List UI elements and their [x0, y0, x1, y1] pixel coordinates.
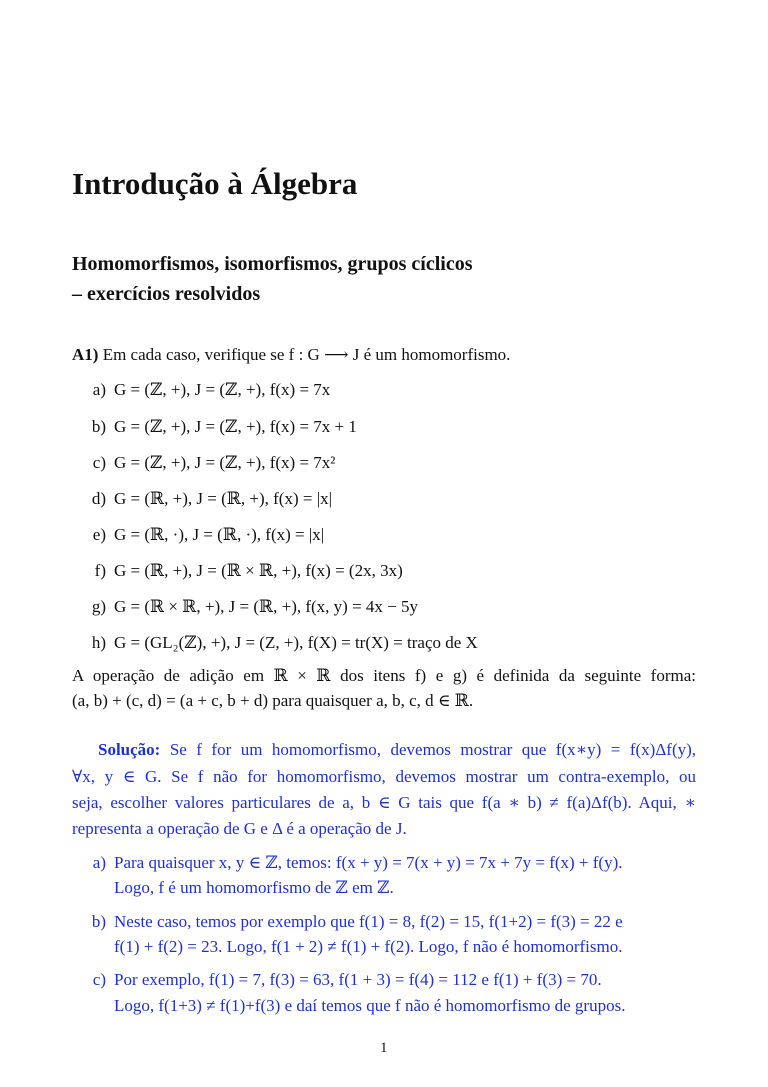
solution-item-b-line2: f(1) + f(2) = 23. Logo, f(1 + 2) ≠ f(1) + f(2). Logo, f não é homomorfismo.: [114, 937, 623, 956]
note-line-2: (a, b) + (c, d) = (a + c, b + d) para quaisquer a, b, c, d ∈ ℝ.: [72, 691, 474, 710]
exercise-item-b: [72, 417, 357, 437]
item-label: g): [91, 597, 106, 616]
item-label: d): [91, 489, 106, 508]
item-text-line1: Por exemplo, f(1) = 7, f(3) = 63, f(1 + 3) = f(4) = 112 e f(1) + f(3) = 70.: [114, 970, 602, 989]
item-text-line1: Para quaisquer x, y ∈ ℤ, temos: f(x + y) = 7(x + y) = 7x + 7y = f(x) + f(y).: [114, 853, 623, 872]
item-text-line1: Neste caso, temos por exemplo que f(1) = 8, f(2) = 15, f(1+2) = f(3) = 22 e: [114, 912, 623, 931]
item-text: G = (ℤ, +), J = (ℤ, +), f(x) = 7x + 1: [114, 417, 357, 436]
item-label: b): [91, 912, 106, 931]
solution-label: Solução:: [98, 740, 161, 759]
exercise-item-c: [72, 453, 335, 473]
section-subtitle-line2: – exercícios resolvidos: [72, 283, 261, 305]
item-text: G = (ℝ, ·), J = (ℝ, ·), f(x) = |x|: [114, 525, 325, 544]
exercise-item-f: [72, 561, 403, 581]
item-label: f): [94, 561, 106, 580]
solution-item-a: [72, 853, 623, 873]
exercise-item-e: [72, 525, 324, 545]
item-text: G = (ℝ × ℝ, +), J = (ℝ, +), f(x, y) = 4x − 5y: [114, 597, 419, 616]
exercise-item-h: [72, 633, 478, 653]
exercise-item-d: [72, 489, 332, 509]
item-label: a): [92, 380, 106, 399]
page-number: 1: [380, 1040, 388, 1056]
item-label: c): [92, 453, 106, 472]
solution-line-3: seja, escolher valores particulares de a, b ∈ G tais que f(a ∗ b) ≠ f(a)Δf(b). Aqui, ∗: [72, 793, 696, 812]
section-subtitle-line1: Homomorfismos, isomorfismos, grupos cíclicos: [72, 253, 473, 275]
item-text: G = (ℝ, +), J = (ℝ × ℝ, +), f(x) = (2x, 3x): [114, 561, 403, 580]
item-label: a): [92, 853, 106, 872]
solution-item-c: [72, 970, 602, 990]
page-title: Introdução à Álgebra: [72, 166, 358, 201]
solution-item-c-line2: Logo, f(1+3) ≠ f(1)+f(3) e daí temos que f não é homomorfismo de grupos.: [114, 996, 626, 1015]
item-text: G = (ℝ, +), J = (ℝ, +), f(x) = |x|: [114, 489, 333, 508]
item-label: e): [92, 525, 106, 544]
item-label: c): [92, 970, 106, 989]
note-line-1: A operação de adição em ℝ × ℝ dos itens f) e g) é definida da seguinte forma:: [72, 666, 696, 685]
solution-item-b: [72, 912, 623, 932]
exercise-statement-text: Em cada caso, verifique se f : G ⟶ J é um homomorfismo.: [102, 345, 511, 364]
exercise-item-a: [72, 380, 330, 400]
solution-line-4: representa a operação de G e Δ é a operação de J.: [72, 819, 407, 838]
solution-text-1: Se f for um homomorfismo, devemos mostrar que f(x∗y) = f(x)Δf(y),: [169, 740, 697, 759]
exercise-label: A1): [72, 345, 99, 364]
solution-item-a-line2: Logo, f é um homomorfismo de ℤ em ℤ.: [114, 878, 394, 897]
item-text: G = (ℤ, +), J = (ℤ, +), f(x) = 7x: [114, 380, 331, 399]
exercise-statement: [72, 345, 510, 365]
item-label: h): [91, 633, 106, 652]
solution-line-2: ∀x, y ∈ G. Se f não for homomorfismo, devemos mostrar um contra-exemplo, ou: [72, 767, 696, 786]
item-label: b): [91, 417, 106, 436]
solution-line-1: [72, 740, 696, 760]
item-text: G = (GL₂(ℤ), +), J = (Z, +), f(X) = tr(X) = traço de X: [114, 633, 478, 652]
item-text: G = (ℤ, +), J = (ℤ, +), f(x) = 7x²: [114, 453, 336, 472]
exercise-item-g: [72, 597, 418, 617]
